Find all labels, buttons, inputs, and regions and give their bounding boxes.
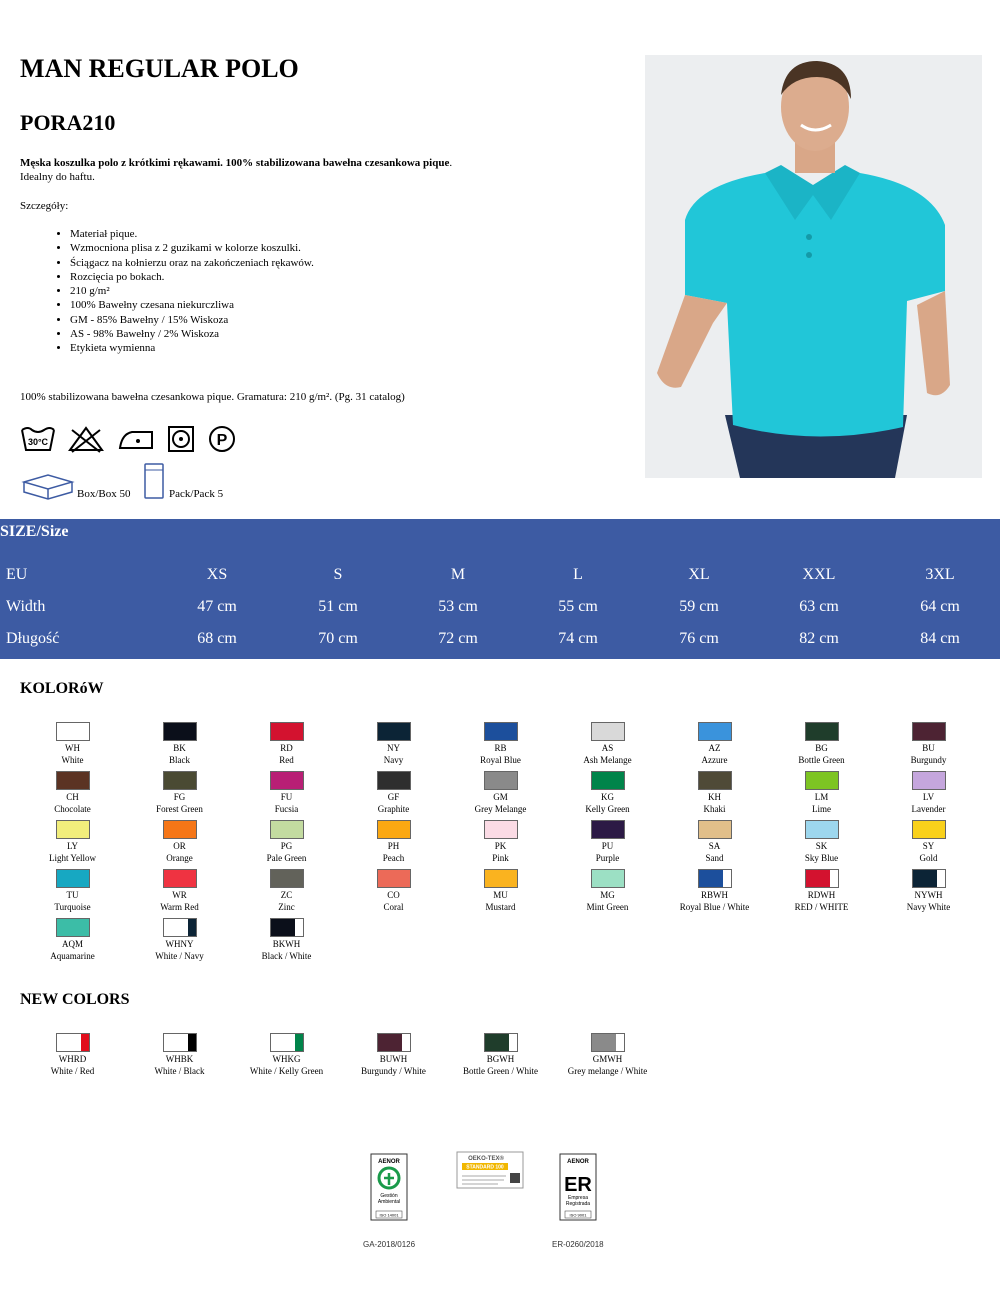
product-code: PORA210 bbox=[20, 110, 116, 135]
color-swatch bbox=[447, 820, 554, 864]
color-code: GMWH bbox=[592, 1054, 623, 1064]
size-cell: 64 cm bbox=[920, 598, 960, 615]
size-cell: 53 cm bbox=[438, 598, 478, 615]
color-code: WHKG bbox=[272, 1054, 301, 1064]
color-name: Sky Blue bbox=[804, 853, 839, 863]
color-code: GF bbox=[387, 792, 400, 802]
color-swatch bbox=[19, 820, 126, 864]
color-code: AS bbox=[601, 743, 614, 753]
color-code: KG bbox=[601, 792, 614, 802]
size-cell: 70 cm bbox=[318, 630, 358, 647]
color-name: White / Navy bbox=[155, 951, 204, 961]
color-chip bbox=[484, 771, 518, 790]
svg-text:ISO 9001: ISO 9001 bbox=[569, 1212, 587, 1218]
color-chip bbox=[56, 869, 90, 888]
color-name: Grey Melange bbox=[474, 804, 527, 814]
color-name: Kelly Green bbox=[585, 804, 630, 814]
size-cell: 76 cm bbox=[679, 630, 719, 647]
new-colors-heading: NEW COLORS bbox=[20, 991, 130, 1008]
color-chip bbox=[591, 722, 625, 741]
size-row-label: Długość bbox=[6, 630, 60, 647]
size-cell: XS bbox=[206, 566, 228, 583]
color-code: CO bbox=[387, 890, 400, 900]
color-name: Mustard bbox=[485, 902, 516, 912]
color-chip bbox=[163, 869, 197, 888]
color-chip bbox=[484, 722, 518, 741]
color-swatch bbox=[19, 722, 126, 766]
size-cell: 63 cm bbox=[799, 598, 839, 615]
color-chip bbox=[805, 869, 839, 888]
color-swatch bbox=[126, 918, 233, 962]
color-chip bbox=[270, 869, 304, 888]
size-cell: S bbox=[333, 566, 343, 583]
color-swatch bbox=[19, 918, 126, 962]
color-swatch bbox=[340, 722, 447, 766]
color-swatch bbox=[233, 820, 340, 864]
color-code: PG bbox=[280, 841, 293, 851]
svg-text:AENOR: AENOR bbox=[567, 1159, 589, 1165]
feature-item: • Rozcięcia po bokach. bbox=[70, 270, 314, 284]
color-code: BGWH bbox=[486, 1054, 515, 1064]
pack-icon bbox=[143, 462, 165, 500]
color-swatch bbox=[875, 722, 982, 766]
color-name: Lime bbox=[812, 804, 831, 814]
color-code: FU bbox=[280, 792, 293, 802]
color-chip bbox=[56, 918, 90, 937]
svg-text:Gestión: Gestión bbox=[380, 1193, 398, 1199]
color-name: Black / White bbox=[261, 951, 312, 961]
iron-low-icon bbox=[116, 424, 156, 454]
color-swatch bbox=[126, 1033, 233, 1077]
color-code: SY bbox=[922, 841, 935, 851]
color-code: WR bbox=[172, 890, 187, 900]
size-cell: XL bbox=[688, 566, 710, 583]
summary-text: 100% stabilizowana bawełna czesankowa pique. Gramatura: 210 g/m². (Pg. 31 catalog) bbox=[20, 391, 405, 403]
color-name: Navy bbox=[383, 755, 404, 765]
color-name: Pale Green bbox=[266, 853, 307, 863]
color-chip bbox=[912, 820, 946, 839]
color-chip bbox=[270, 918, 304, 937]
color-chip bbox=[270, 1033, 304, 1052]
feature-item: • AS - 98% Bawełny / 2% Wiskoza bbox=[70, 327, 314, 341]
svg-text:ISO 14001: ISO 14001 bbox=[379, 1212, 399, 1218]
size-cell: 74 cm bbox=[558, 630, 598, 647]
color-swatch bbox=[661, 722, 768, 766]
description-tail: . bbox=[449, 157, 453, 169]
color-chip bbox=[698, 869, 732, 888]
color-swatch bbox=[233, 918, 340, 962]
size-title: SIZE/Size bbox=[0, 523, 69, 540]
color-swatch bbox=[126, 820, 233, 864]
color-swatch bbox=[875, 771, 982, 815]
size-row bbox=[0, 630, 1000, 660]
color-code: MU bbox=[493, 890, 508, 900]
color-swatch bbox=[661, 820, 768, 864]
color-swatch bbox=[447, 771, 554, 815]
color-code: WHNY bbox=[165, 939, 194, 949]
color-swatch bbox=[233, 771, 340, 815]
size-cell: 84 cm bbox=[920, 630, 960, 647]
color-chip bbox=[377, 820, 411, 839]
feature-item: • Wzmocniona plisa z 2 guzikami w kolorze koszulki. bbox=[70, 241, 314, 255]
color-name: Grey melange / White bbox=[567, 1066, 648, 1076]
wash-temp-text: 30°C bbox=[27, 437, 49, 447]
color-swatch bbox=[554, 722, 661, 766]
size-cell: 51 cm bbox=[318, 598, 358, 615]
box-label: Box/Box 50 bbox=[77, 488, 131, 500]
color-name: Navy White bbox=[906, 902, 951, 912]
color-chip bbox=[377, 1033, 411, 1052]
feature-item: • 100% Bawełny czesana niekurczliwa bbox=[70, 298, 314, 312]
feature-list bbox=[52, 227, 314, 356]
model-illustration bbox=[645, 55, 982, 478]
color-swatch bbox=[447, 869, 554, 913]
color-chip bbox=[270, 820, 304, 839]
color-chip bbox=[805, 722, 839, 741]
color-name: Royal Blue bbox=[480, 755, 521, 765]
color-code: PU bbox=[601, 841, 614, 851]
color-chip bbox=[698, 722, 732, 741]
color-chip bbox=[484, 869, 518, 888]
color-code: BUWH bbox=[379, 1054, 408, 1064]
color-name: Azzure bbox=[701, 755, 728, 765]
color-name: Aquamarine bbox=[50, 951, 95, 961]
color-code: KH bbox=[708, 792, 721, 802]
color-name: Orange bbox=[166, 853, 193, 863]
dry-clean-p-icon bbox=[206, 424, 238, 454]
color-name: Fucsia bbox=[274, 804, 299, 814]
color-swatch bbox=[768, 771, 875, 815]
color-swatch bbox=[447, 722, 554, 766]
color-swatch bbox=[126, 771, 233, 815]
color-name: Burgundy bbox=[910, 755, 947, 765]
color-code: MG bbox=[600, 890, 615, 900]
details-label: Szczegóły: bbox=[20, 200, 69, 212]
color-name: Pink bbox=[492, 853, 509, 863]
size-cell: XXL bbox=[802, 566, 836, 583]
color-chip bbox=[591, 820, 625, 839]
color-swatch bbox=[233, 1033, 340, 1077]
care-icons bbox=[20, 424, 244, 458]
size-row-label: EU bbox=[6, 566, 28, 583]
color-swatch bbox=[447, 1033, 554, 1077]
color-name: White / Kelly Green bbox=[249, 1066, 324, 1076]
color-swatch bbox=[768, 820, 875, 864]
color-chip bbox=[377, 722, 411, 741]
color-chip bbox=[698, 771, 732, 790]
svg-text:AENOR: AENOR bbox=[378, 1159, 400, 1165]
color-name: Ash Melange bbox=[583, 755, 632, 765]
color-code: LY bbox=[66, 841, 79, 851]
color-code: AZ bbox=[708, 743, 721, 753]
color-swatch bbox=[19, 869, 126, 913]
color-swatch bbox=[233, 722, 340, 766]
color-code: SA bbox=[708, 841, 721, 851]
color-swatch bbox=[233, 869, 340, 913]
dry-clean-letter: P bbox=[216, 432, 228, 449]
color-name: Mint Green bbox=[586, 902, 629, 912]
size-cell: 72 cm bbox=[438, 630, 478, 647]
color-code: RB bbox=[494, 743, 507, 753]
color-code: BK bbox=[173, 743, 186, 753]
color-name: Black bbox=[169, 755, 190, 765]
color-chip bbox=[912, 722, 946, 741]
svg-text:OEKO-TEX®: OEKO-TEX® bbox=[468, 1156, 504, 1162]
aenor-environment-logo bbox=[370, 1153, 408, 1221]
color-chip bbox=[484, 820, 518, 839]
aenor-er-caption: ER-0260/2018 bbox=[552, 1240, 604, 1249]
color-chip bbox=[270, 722, 304, 741]
color-name: Red bbox=[279, 755, 294, 765]
color-code: WHRD bbox=[58, 1054, 87, 1064]
color-chip bbox=[270, 771, 304, 790]
color-chip bbox=[56, 820, 90, 839]
product-description bbox=[20, 156, 620, 184]
color-code: SK bbox=[815, 841, 828, 851]
color-swatch bbox=[554, 869, 661, 913]
color-name: White bbox=[61, 755, 84, 765]
size-row bbox=[0, 566, 1000, 596]
size-cell: 82 cm bbox=[799, 630, 839, 647]
color-name: Gold bbox=[919, 853, 938, 863]
color-chip bbox=[163, 918, 197, 937]
size-cell: 47 cm bbox=[197, 598, 237, 615]
color-name: Peach bbox=[382, 853, 405, 863]
color-chip bbox=[163, 771, 197, 790]
color-name: Purple bbox=[595, 853, 620, 863]
aenor-environment-caption: GA-2018/0126 bbox=[363, 1240, 416, 1249]
color-swatch bbox=[875, 869, 982, 913]
color-name: White / Black bbox=[154, 1066, 205, 1076]
color-name: Burgundy / White bbox=[361, 1066, 426, 1076]
color-code: WH bbox=[65, 743, 80, 753]
colors-heading: KOLORóW bbox=[20, 680, 104, 697]
color-chip bbox=[377, 869, 411, 888]
color-code: RDWH bbox=[807, 890, 836, 900]
color-chip bbox=[56, 722, 90, 741]
color-code: CH bbox=[66, 792, 79, 802]
aenor-er-logo bbox=[559, 1153, 597, 1221]
color-code: OR bbox=[173, 841, 186, 851]
color-swatch bbox=[768, 722, 875, 766]
color-name: Chocolate bbox=[54, 804, 91, 814]
size-cell: 55 cm bbox=[558, 598, 598, 615]
svg-text:Empresa: Empresa bbox=[567, 1195, 589, 1201]
product-title: MAN REGULAR POLO bbox=[20, 54, 299, 83]
color-chip bbox=[163, 820, 197, 839]
color-name: Light Yellow bbox=[48, 853, 96, 863]
color-swatch bbox=[768, 869, 875, 913]
color-name: White / Red bbox=[50, 1066, 95, 1076]
color-swatch bbox=[126, 722, 233, 766]
color-swatch bbox=[19, 1033, 126, 1077]
svg-text:Ambiental: Ambiental bbox=[377, 1199, 401, 1205]
color-name: Warm Red bbox=[160, 902, 199, 912]
svg-text:Registrada: Registrada bbox=[565, 1201, 591, 1207]
color-chip bbox=[912, 869, 946, 888]
color-code: PH bbox=[387, 841, 400, 851]
color-code: ZC bbox=[280, 890, 293, 900]
size-cell: 68 cm bbox=[197, 630, 237, 647]
color-code: LM bbox=[814, 792, 829, 802]
color-chip bbox=[591, 771, 625, 790]
color-code: TU bbox=[66, 890, 79, 900]
color-swatch bbox=[661, 771, 768, 815]
description-bold: Męska koszulka polo z krótkimi rękawami. 100% stabilizowana bawełna czesankowa pique bbox=[20, 157, 450, 169]
size-cell: 59 cm bbox=[679, 598, 719, 615]
color-code: GM bbox=[493, 792, 508, 802]
color-code: RBWH bbox=[701, 890, 728, 900]
color-chip bbox=[591, 1033, 625, 1052]
svg-text:STANDARD 100: STANDARD 100 bbox=[466, 1164, 504, 1171]
color-chip bbox=[805, 820, 839, 839]
feature-item: • 210 g/m² bbox=[70, 284, 314, 298]
color-chip bbox=[56, 771, 90, 790]
size-cell: M bbox=[450, 566, 466, 583]
color-name: Sand bbox=[705, 853, 724, 863]
color-name: RED / WHITE bbox=[794, 902, 849, 912]
color-swatch bbox=[554, 820, 661, 864]
color-chip bbox=[163, 1033, 197, 1052]
description-line2: Idealny do haftu. bbox=[20, 171, 95, 183]
color-chip bbox=[56, 1033, 90, 1052]
color-swatch bbox=[19, 771, 126, 815]
tumble-dry-icon bbox=[166, 424, 196, 454]
color-code: BG bbox=[815, 743, 828, 753]
size-cell: L bbox=[573, 566, 583, 583]
color-code: BKWH bbox=[272, 939, 301, 949]
feature-item: • Ściągacz na kołnierzu oraz na zakończeniach rękawów. bbox=[70, 256, 314, 270]
color-swatch bbox=[340, 1033, 447, 1077]
size-row bbox=[0, 598, 1000, 628]
color-name: Lavender bbox=[911, 804, 946, 814]
color-swatch bbox=[340, 771, 447, 815]
color-name: Forest Green bbox=[156, 804, 203, 814]
oeko-tex-logo bbox=[456, 1151, 524, 1189]
color-swatch bbox=[661, 869, 768, 913]
box-icon bbox=[20, 472, 76, 500]
color-code: PK bbox=[494, 841, 507, 851]
no-bleach-icon bbox=[66, 424, 106, 454]
color-code: NY bbox=[387, 743, 400, 753]
color-chip bbox=[591, 869, 625, 888]
color-name: Zinc bbox=[278, 902, 295, 912]
color-code: BU bbox=[922, 743, 935, 753]
color-swatch bbox=[126, 869, 233, 913]
color-swatch bbox=[340, 869, 447, 913]
color-chip bbox=[912, 771, 946, 790]
color-name: Bottle Green bbox=[798, 755, 845, 765]
color-code: NYWH bbox=[914, 890, 943, 900]
size-row-label: Width bbox=[6, 598, 46, 615]
color-code: LV bbox=[922, 792, 935, 802]
color-code: FG bbox=[173, 792, 186, 802]
svg-text:ER: ER bbox=[564, 1174, 592, 1196]
product-photo bbox=[645, 55, 982, 478]
color-code: RD bbox=[280, 743, 293, 753]
feature-item: • GM - 85% Bawełny / 15% Wiskoza bbox=[70, 313, 314, 327]
wash-30-icon bbox=[20, 424, 56, 454]
color-swatch bbox=[554, 771, 661, 815]
color-swatch bbox=[875, 820, 982, 864]
pack-label: Pack/Pack 5 bbox=[169, 488, 224, 500]
color-chip bbox=[805, 771, 839, 790]
color-name: Bottle Green / White bbox=[462, 1066, 539, 1076]
color-name: Coral bbox=[383, 902, 404, 912]
color-chip bbox=[698, 820, 732, 839]
color-name: Graphite bbox=[377, 804, 410, 814]
color-code: WHBK bbox=[165, 1054, 194, 1064]
size-cell: 3XL bbox=[925, 566, 955, 583]
color-chip bbox=[484, 1033, 518, 1052]
color-swatch bbox=[554, 1033, 661, 1077]
color-name: Turquoise bbox=[54, 902, 91, 912]
color-swatch bbox=[340, 820, 447, 864]
color-code: AQM bbox=[61, 939, 83, 949]
feature-item: • Materiał pique. bbox=[70, 227, 314, 241]
color-name: Royal Blue / White bbox=[679, 902, 750, 912]
color-chip bbox=[163, 722, 197, 741]
feature-item: • Etykieta wymienna bbox=[70, 341, 314, 355]
color-name: Khaki bbox=[703, 804, 726, 814]
color-chip bbox=[377, 771, 411, 790]
